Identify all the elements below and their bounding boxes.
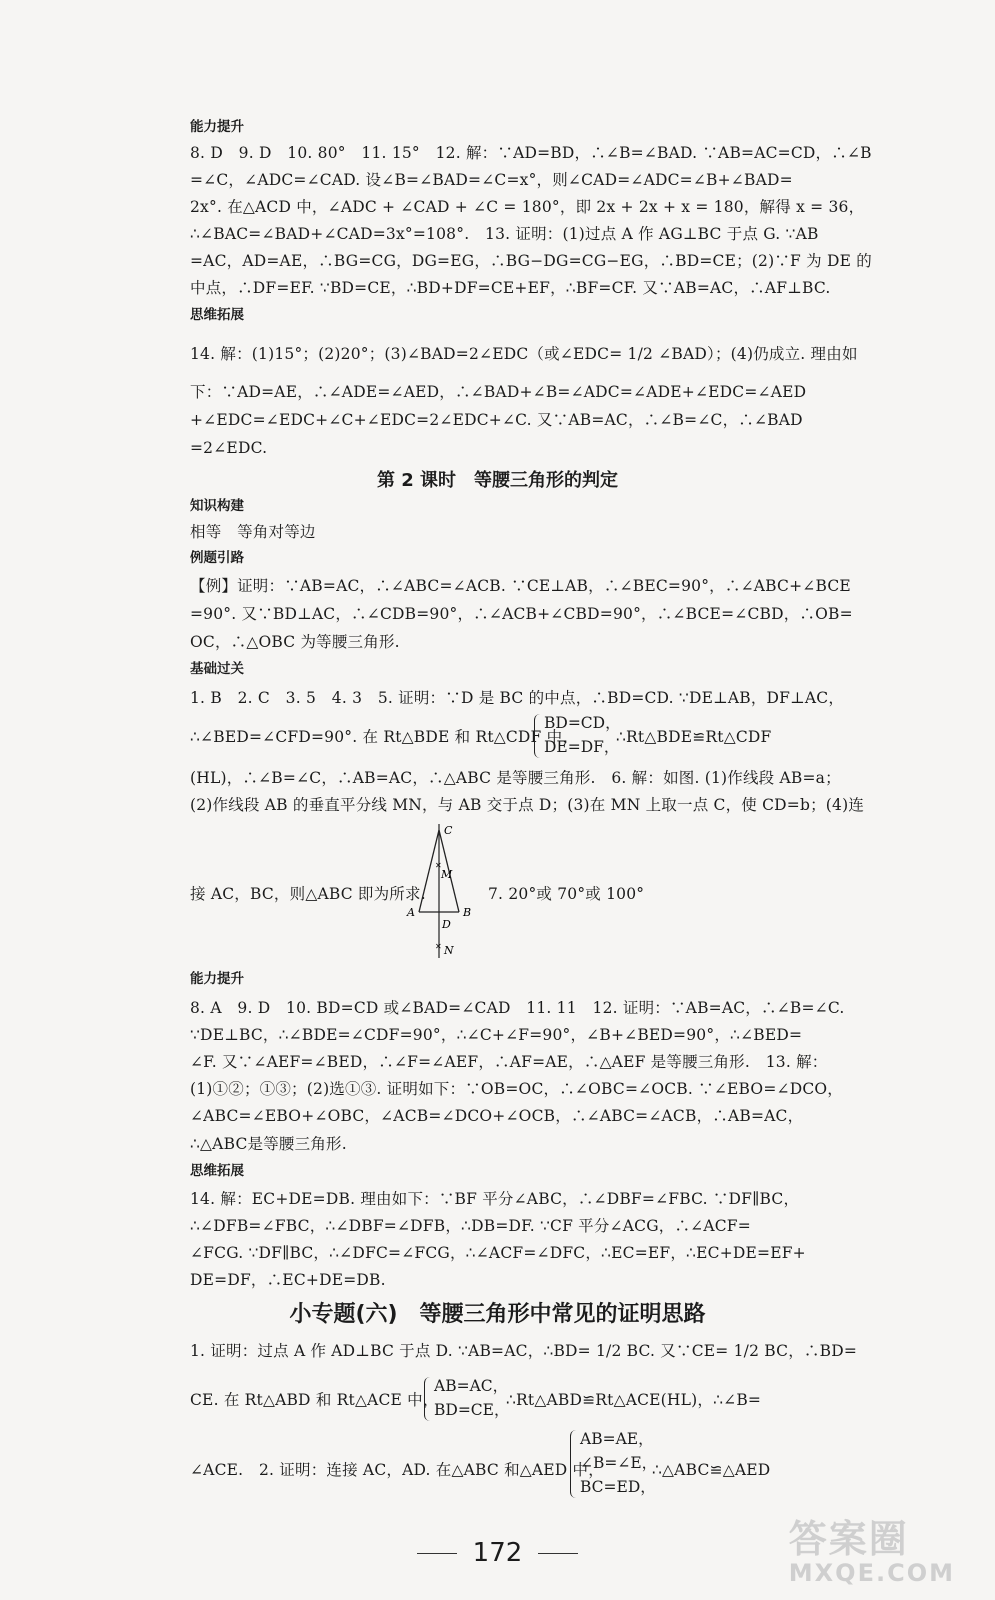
page-number-dash	[417, 1553, 457, 1554]
text-line: (1)①②；①③；(2)选①③. 证明如下：∵OB=OC，∴∠OBC=∠OCB. ∵∠EBO=∠DCO，	[190, 1080, 843, 1098]
text-line: =AC，AD=AE，∴BG=CG，DG=EG，∴BG−DG=CG−EG，∴BD=CE；(2)∵F 为 DE 的	[190, 252, 872, 270]
section-heading-ability: 能力提升	[190, 119, 244, 135]
text-line: 14. 解：(1)15°；(2)20°；(3)∠BAD=2∠EDC（或∠EDC= 1/2 ∠BAD）；(4)仍成立. 理由如	[190, 345, 858, 363]
text-line: ∠ABC=∠EBO+∠OBC，∠ACB=∠DCO+∠OCB，∴∠ABC=∠ACB，∴AB=AC，	[190, 1107, 804, 1125]
label-n: N	[444, 944, 454, 957]
text-line: 下：∵AD=AE，∴∠ADE=∠AED，∴∠BAD+∠B=∠ADC=∠ADE+∠EDC=∠AED	[190, 383, 807, 401]
brace-mark	[570, 1430, 579, 1498]
section-heading-thinking: 思维拓展	[190, 307, 244, 323]
label-c: C	[444, 824, 453, 837]
label-d: D	[442, 918, 451, 931]
label-m: M	[441, 868, 453, 881]
text-line: 接 AC，BC，则△ABC 即为所求.	[190, 885, 426, 903]
section-heading-example: 例题引路	[190, 550, 244, 566]
text-line: 8. A 9. D 10. BD=CD 或∠BAD=∠CAD 11. 11 12. 证明：∵AB=AC，∴∠B=∠C.	[190, 999, 845, 1017]
text-line: 1. B 2. C 3. 5 4. 3 5. 证明：∵D 是 BC 的中点，∴BD=CD. ∵DE⊥AB，DF⊥AC，	[190, 689, 845, 707]
equation-brace	[534, 712, 621, 760]
arc-mark: ✕	[435, 942, 442, 951]
brace-line: DE=DF，	[544, 738, 620, 756]
text-line: +∠EDC=∠EDC+∠C+∠EDC=2∠EDC+∠C. 又∵AB=AC，∴∠B=∠C，∴∠BAD	[190, 411, 803, 429]
text-line: (2)作线段 AB 的垂直平分线 MN，与 AB 交于点 D；(3)在 MN 上取一点 C，使 CD=b；(4)连	[190, 796, 865, 814]
brace-line: BC=ED，	[580, 1478, 656, 1496]
brace-line: BD=CE，	[434, 1401, 510, 1419]
section-heading-thinking-2: 思维拓展	[190, 1163, 244, 1179]
brace-mark	[534, 714, 543, 758]
watermark-text: 答案圈	[788, 1517, 909, 1561]
brace-line: BD=CD，	[544, 714, 621, 732]
text-line: 8. D 9. D 10. 80° 11. 15° 12. 解：∵AD=BD，∴∠B=∠BAD. ∵AB=AC=CD，∴∠B	[190, 144, 872, 162]
page-number-value: 172	[472, 1538, 523, 1568]
section-heading-knowledge: 知识构建	[190, 498, 244, 514]
equation-brace	[424, 1375, 510, 1423]
text-line: ∠ACE. 2. 证明：连接 AC，AD. 在△ABC 和△AED 中，	[190, 1461, 604, 1479]
equation-brace	[570, 1428, 658, 1500]
text-line: ∴Rt△BDE≌Rt△CDF	[616, 728, 772, 746]
text-line: ∠FCG. ∵DF∥BC，∴∠DFC=∠FCG，∴∠ACF=∠DFC，∴EC=EF，∴EC+DE=EF+	[190, 1244, 806, 1262]
section-heading-basic: 基础过关	[190, 661, 244, 677]
arc-mark: ✕	[435, 861, 442, 870]
text-line: 【例】证明：∵AB=AC，∴∠ABC=∠ACB. ∵CE⊥AB，∴∠BEC=90°，∴∠ABC+∠BCE	[190, 577, 851, 595]
brace-mark	[424, 1377, 433, 1421]
text-line: 中点，∴DF=EF. ∵BD=CE，∴BD+DF=CE+EF，∴BF=CF. 又∵AB=AC，∴AF⊥BC.	[190, 279, 831, 297]
text-line: =2∠EDC.	[190, 439, 268, 457]
text-line: 2x°. 在△ACD 中，∠ADC + ∠CAD + ∠C = 180°，即 2x + 2x + x = 180，解得 x = 36，	[190, 198, 865, 216]
brace-line: AB=AE，	[580, 1430, 654, 1448]
watermark-logo	[789, 1508, 955, 1587]
text-line: 相等 等角对等边	[190, 523, 316, 541]
text-line: 14. 解：EC+DE=DB. 理由如下：∵BF 平分∠ABC，∴∠DBF=∠FBC. ∵DF∥BC，	[190, 1190, 800, 1208]
text-line: CE. 在 Rt△ABD 和 Rt△ACE 中，	[190, 1391, 439, 1409]
text-line: ∵DE⊥BC，∴∠BDE=∠CDF=90°，∴∠C+∠F=90°，∠B+∠BED=90°，∴∠BED=	[190, 1026, 803, 1044]
text-line: 7. 20°或 70°或 100°	[488, 885, 645, 903]
lesson-title: 第 2 课时 等腰三角形的判定	[376, 470, 619, 491]
text-line: ∴∠DFB=∠FBC，∴∠DBF=∠DFB，∴DB=DF. ∵CF 平分∠ACG，∴∠ACF=	[190, 1217, 751, 1235]
brace-line: AB=AC，	[434, 1377, 509, 1395]
text-line: (HL)，∴∠B=∠C，∴AB=AC，∴△ABC 是等腰三角形. 6. 解：如图. (1)作线段 AB=a；	[190, 769, 841, 787]
page-number-dash	[538, 1553, 578, 1554]
text-line: OC，∴△OBC 为等腰三角形.	[190, 633, 400, 651]
text-line: ∴∠BAC=∠BAD+∠CAD=3x°=108°. 13. 证明：(1)过点 A 作 AG⊥BC 于点 G. ∵AB	[190, 225, 819, 243]
section-heading-ability-2: 能力提升	[190, 971, 244, 987]
topic-title: 小专题(六) 等腰三角形中常见的证明思路	[289, 1302, 706, 1327]
text-line: ∴△ABC≌△AED	[652, 1461, 771, 1479]
text-line: =90°. 又∵BD⊥AC，∴∠CDB=90°，∴∠ACB+∠CBD=90°，∴∠BCE=∠CBD，∴OB=	[190, 605, 853, 623]
text-line: ∠F. 又∵∠AEF=∠BED，∴∠F=∠AEF，∴AF=AE，∴△AEF 是等腰三角形. 13. 解：	[190, 1053, 828, 1071]
watermark-url: MXQE.COM	[788, 1559, 955, 1587]
text-line: ∴Rt△ABD≌Rt△ACE(HL)，∴∠B=	[506, 1391, 762, 1409]
brace-line: ∠B=∠E，	[580, 1454, 658, 1472]
label-a: A	[407, 906, 415, 919]
text-line: ∴∠BED=∠CFD=90°. 在 Rt△BDE 和 Rt△CDF 中，	[190, 728, 579, 746]
text-line: 1. 证明：过点 A 作 AD⊥BC 于点 D. ∵AB=AC，∴BD= 1/2 BC. 又∵CE= 1/2 BC，∴BD=	[190, 1342, 858, 1360]
label-b: B	[463, 906, 472, 919]
text-line: DE=DF，∴EC+DE=DB.	[190, 1271, 386, 1289]
text-line: =∠C，∠ADC=∠CAD. 设∠B=∠BAD=∠C=x°，则∠CAD=∠ADC=∠B+∠BAD=	[190, 171, 793, 189]
text-line: ∴△ABC是等腰三角形.	[190, 1135, 347, 1153]
